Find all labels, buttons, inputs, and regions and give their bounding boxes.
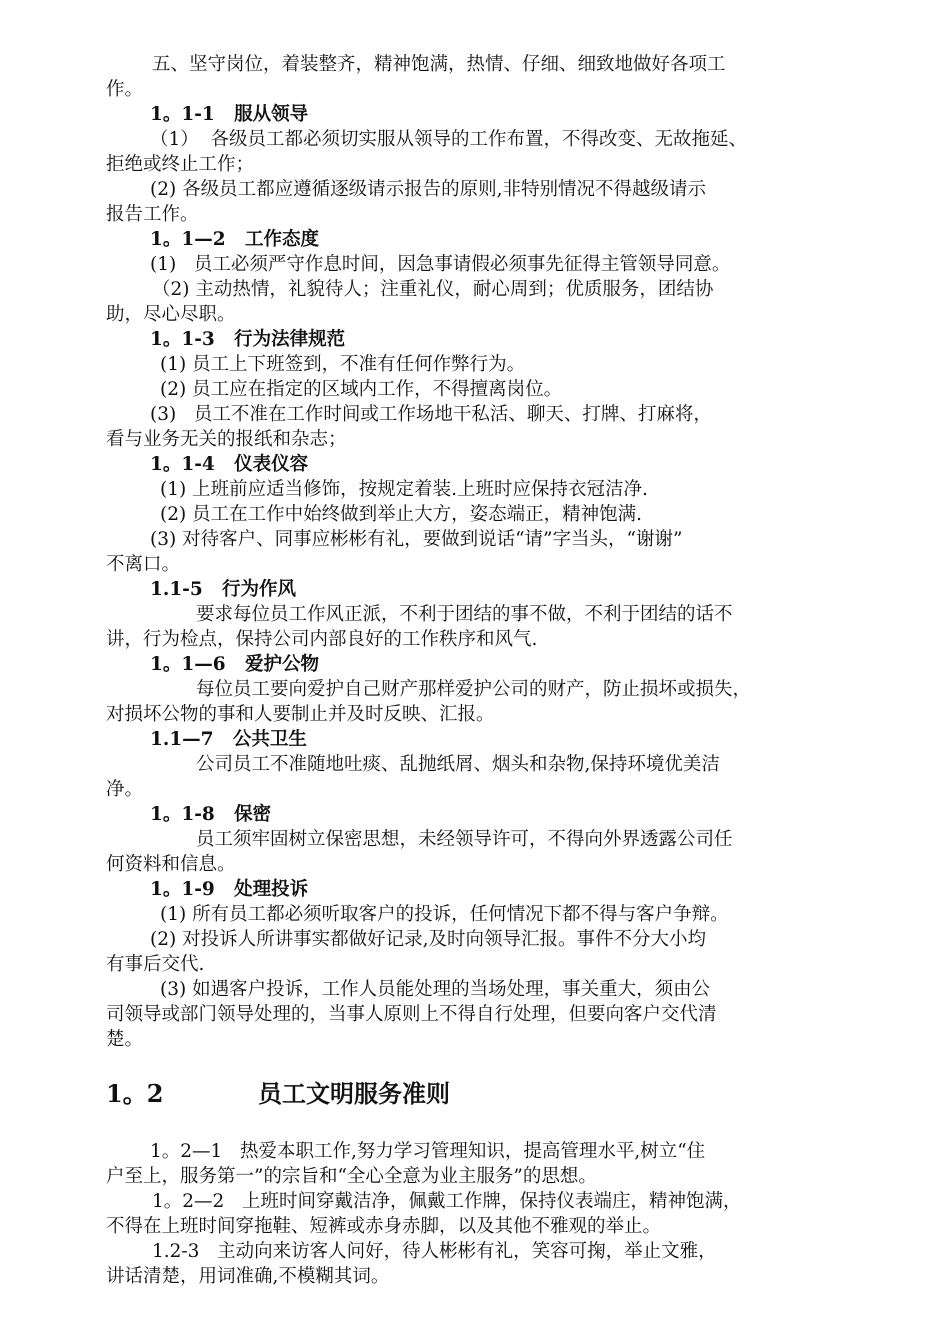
paragraph-line: 1。2—1 热爱本职工作,努力学习管理知识，提高管理水平,树立“住 <box>150 1141 706 1162</box>
paragraph-line: 楚。 <box>106 1029 144 1050</box>
paragraph-line: 讲，行为检点，保持公司内部良好的工作秩序和风气. <box>106 629 538 650</box>
paragraph-line: (3) 如遇客户投诉，工作人员能处理的当场处理，事关重大，须由公 <box>160 979 711 1000</box>
chapter-number: 1。2 <box>106 1079 164 1108</box>
paragraph-line: 户至上，服务第一”的宗旨和“全心全意为业主服务”的思想。 <box>106 1166 597 1187</box>
paragraph-line: (2) 各级员工都应遵循逐级请示报告的原则,非特别情况不得越级请示 <box>150 179 706 200</box>
paragraph-line: 五、坚守岗位，着装整齐，精神饱满，热情、仔细、细致地做好各项工 <box>152 54 726 75</box>
paragraph-line: 拒绝或终止工作； <box>106 154 255 175</box>
paragraph-line: 1.2-3 主动向来访客人问好，待人彬彬有礼，笑容可掬，举止文雅， <box>152 1241 717 1262</box>
paragraph-line: (3) 对待客户、同事应彬彬有礼，要做到说话“请”字当头，“谢谢” <box>150 529 683 550</box>
section-heading: 1。1—2 工作态度 <box>150 229 319 250</box>
paragraph-line: 看与业务无关的报纸和杂志； <box>106 429 347 450</box>
section-heading: 1。1-4 仪表仪容 <box>150 454 309 475</box>
paragraph-line: 1。2—2 上班时间穿戴洁净，佩戴工作牌，保持仪表端庄，精神饱满， <box>152 1191 742 1212</box>
paragraph-line: (2) 对投诉人所讲事实都做好记录,及时向领导汇报。事件不分大小均 <box>150 929 706 950</box>
paragraph-line: 讲话清楚，用词准确,不模糊其词。 <box>106 1266 390 1287</box>
paragraph-line: 何资料和信息。 <box>106 854 236 875</box>
paragraph-line: (1) 上班前应适当修饰，按规定着装.上班时应保持衣冠洁净. <box>160 479 648 500</box>
paragraph-line: 司领导或部门领导处理的，当事人原则上不得自行处理，但要向客户交代清 <box>106 1004 717 1025</box>
chapter-title: 员工文明服务准则 <box>258 1079 450 1108</box>
paragraph-line: (2) 员工在工作中始终做到举止大方，姿态端正，精神饱满. <box>160 504 642 525</box>
paragraph-line: (1) 所有员工都必须听取客户的投诉，任何情况下都不得与客户争辩。 <box>160 904 729 925</box>
paragraph-line: (1) 员工必须严守作息时间，因急事请假必须事先征得主管领导同意。 <box>150 254 731 275</box>
paragraph-line: (1) 员工上下班签到，不准有任何作弊行为。 <box>160 354 526 375</box>
paragraph-line: 公司员工不准随地吐痰、乱抛纸屑、烟头和杂物,保持环境优美洁 <box>196 754 720 775</box>
paragraph-line: 员工须牢固树立保密思想，未经领导许可，不得向外界透露公司任 <box>196 829 733 850</box>
section-heading: 1。1—6 爱护公物 <box>150 654 319 675</box>
paragraph-line: 对损坏公物的事和人要制止并及时反映、汇报。 <box>106 704 495 725</box>
paragraph-line: (3) 员工不准在工作时间或工作场地干私活、聊天、打牌、打麻将， <box>150 404 712 425</box>
paragraph-line: 有事后交代. <box>106 954 205 975</box>
section-heading: 1。1-1 服从领导 <box>150 104 309 125</box>
paragraph-line: (2) 员工应在指定的区域内工作，不得擅离岗位。 <box>160 379 563 400</box>
section-heading: 1。1-8 保密 <box>150 804 272 825</box>
section-heading: 1.1—7 公共卫生 <box>150 729 307 750</box>
paragraph-line: （1） 各级员工都必须切实服从领导的工作布置，不得改变、无故拖延、 <box>150 129 748 150</box>
paragraph-line: 净。 <box>106 779 144 800</box>
paragraph-line: 不离口。 <box>106 554 181 575</box>
section-heading: 1.1-5 行为作风 <box>150 579 297 600</box>
paragraph-line: （2) 主动热情，礼貌待人；注重礼仪，耐心周到；优质服务，团结协 <box>152 279 714 300</box>
paragraph-line: 报告工作。 <box>106 204 199 225</box>
section-heading: 1。1-3 行为法律规范 <box>150 329 346 350</box>
paragraph-line: 不得在上班时间穿拖鞋、短裤或赤身赤脚，以及其他不雅观的举止。 <box>106 1216 662 1237</box>
paragraph-line: 每位员工要向爱护自己财产那样爱护公司的财产，防止损坏或损失， <box>196 679 752 700</box>
paragraph-line: 作。 <box>106 79 144 100</box>
paragraph-line: 要求每位员工作风正派，不利于团结的事不做，不利于团结的话不 <box>196 604 733 625</box>
section-heading: 1。1-9 处理投诉 <box>150 879 309 900</box>
paragraph-line: 助，尽心尽职。 <box>106 304 236 325</box>
